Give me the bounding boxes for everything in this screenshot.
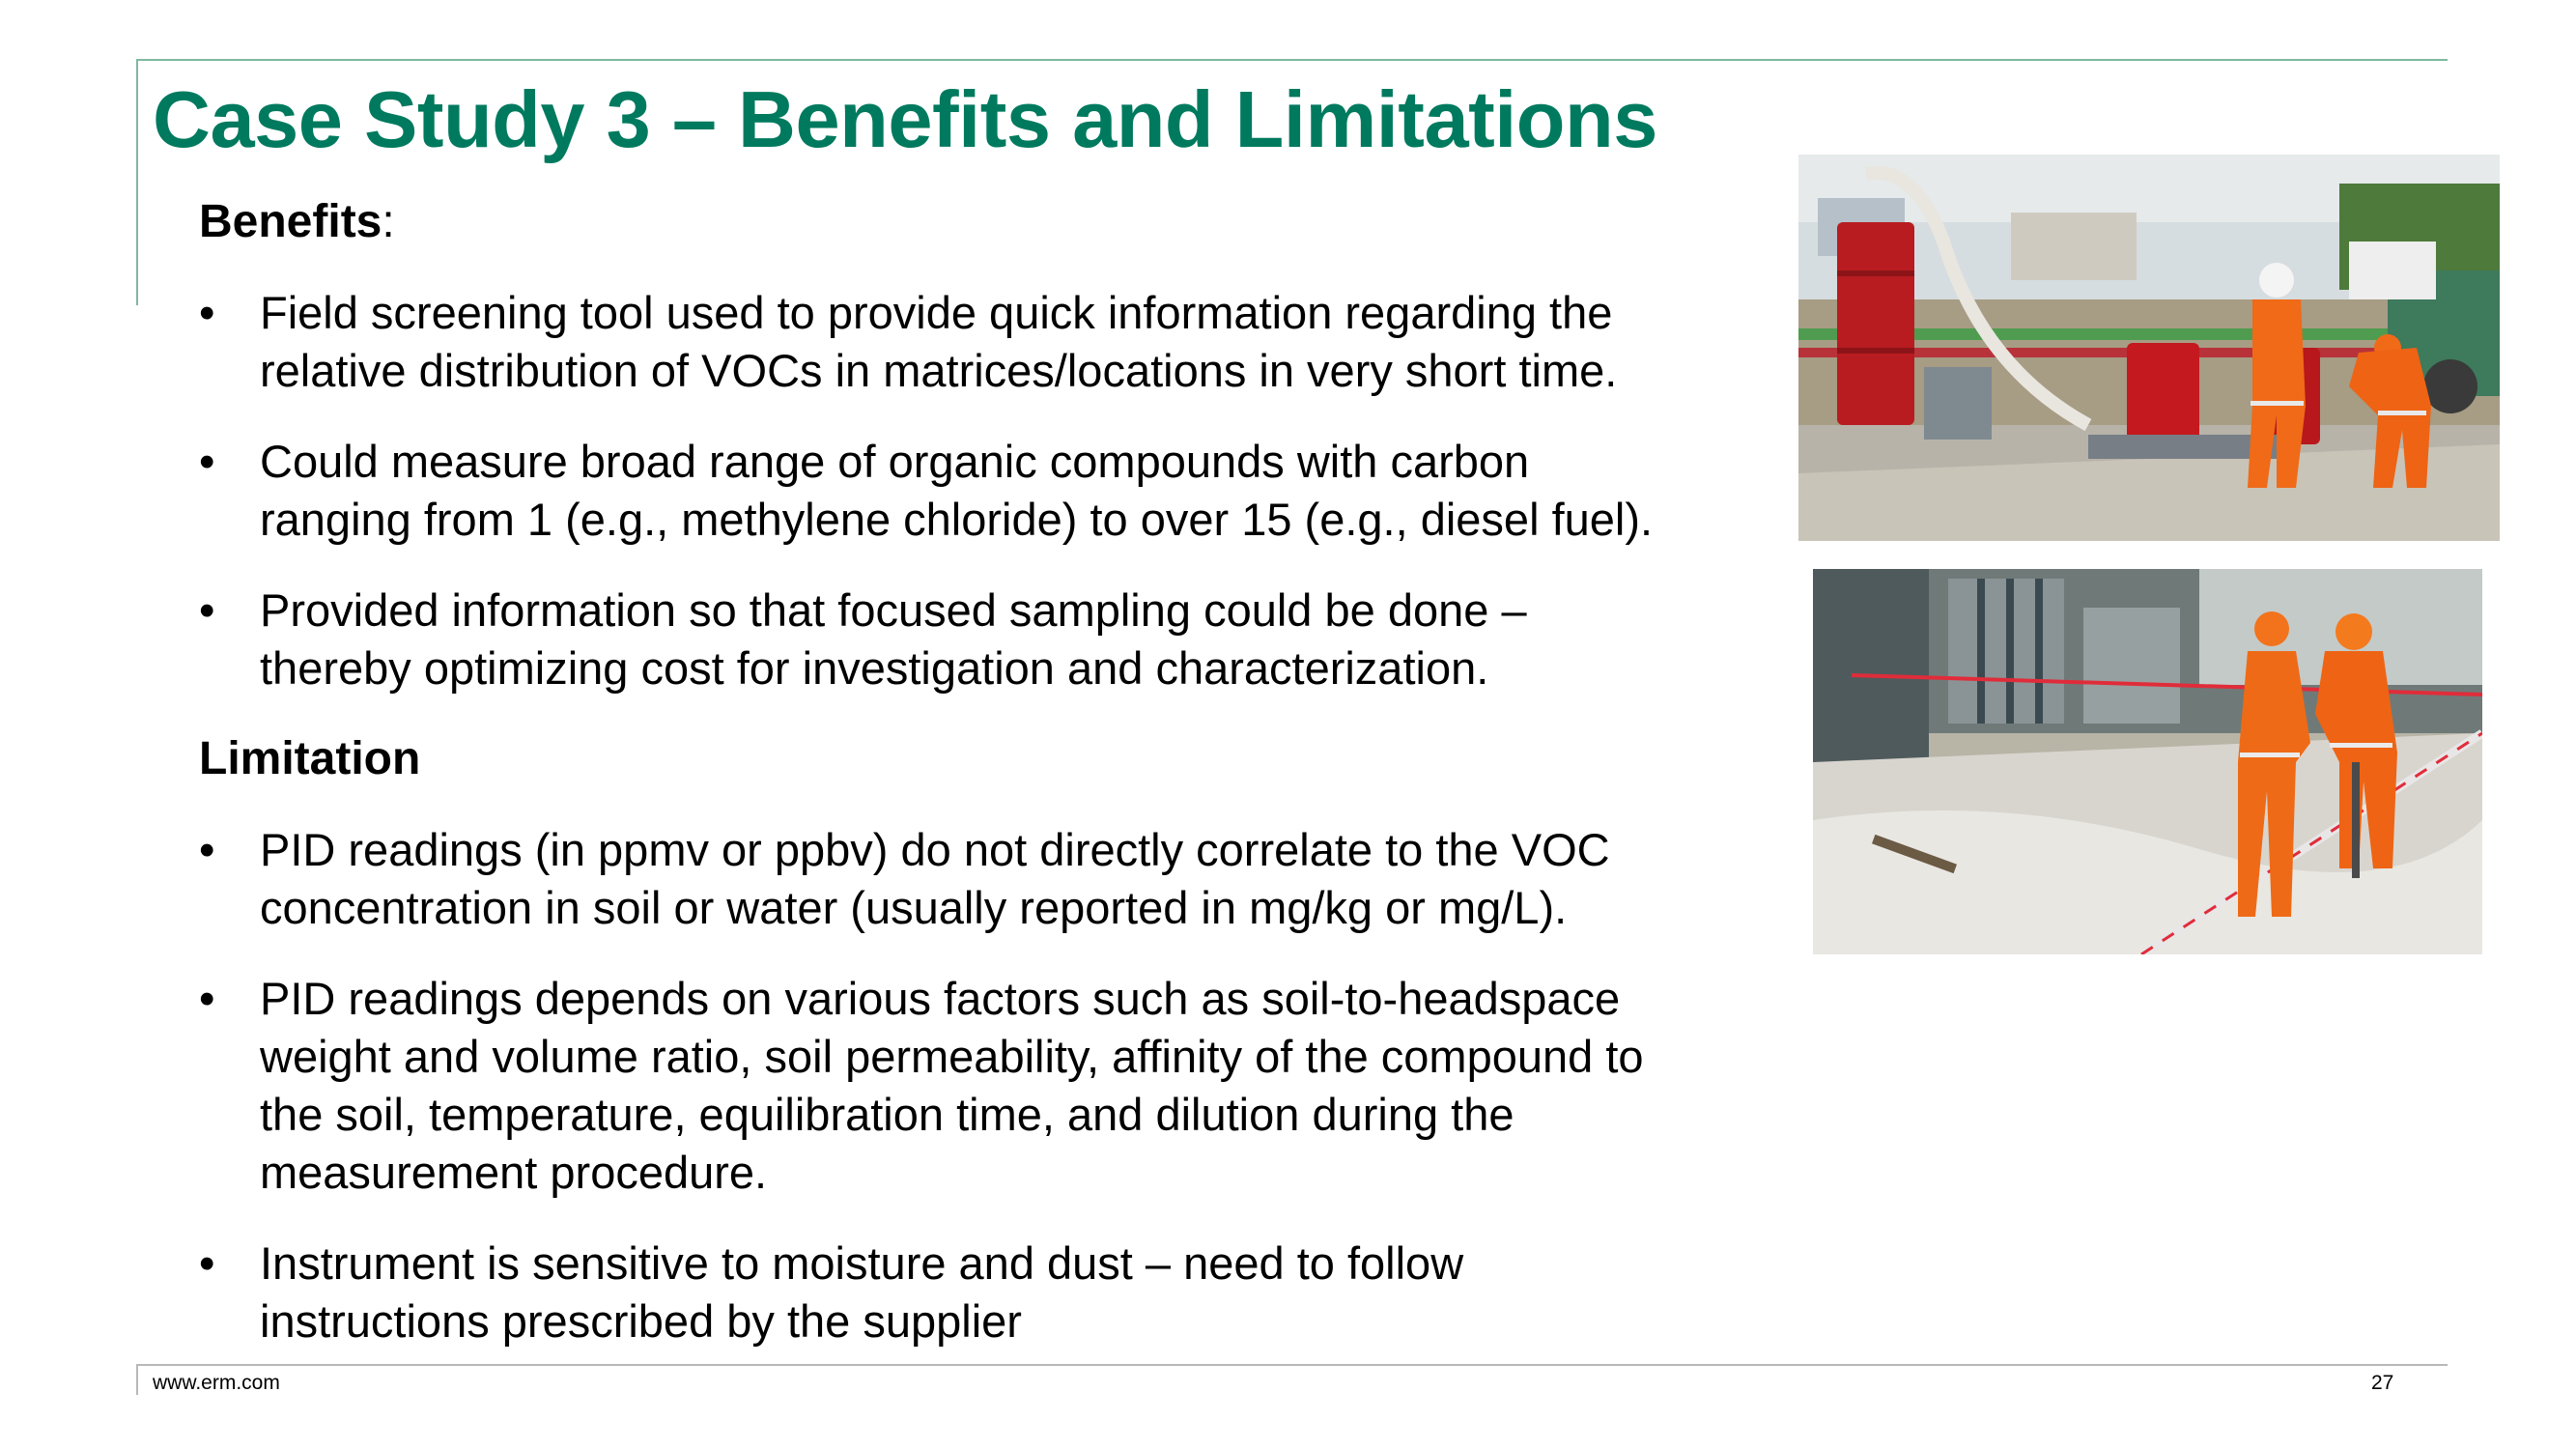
bullet-line: PID readings (in ppmv or ppbv) do not directly correlate to the VOC bbox=[260, 824, 1610, 875]
benefits-heading-text: Benefits bbox=[199, 196, 382, 247]
page-number: 27 bbox=[2371, 1372, 2394, 1394]
benefits-heading bbox=[199, 193, 1773, 251]
field-site-illustration bbox=[1798, 155, 2500, 541]
footer-side-rule bbox=[136, 1364, 138, 1395]
bullet-line: PID readings depends on various factors such as soil-to-headspace bbox=[260, 973, 1621, 1024]
bullet-line: the soil, temperature, equilibration time, and dilution during the bbox=[260, 1089, 1514, 1140]
plant-site-photo bbox=[1813, 569, 2482, 954]
field-site-photo bbox=[1798, 155, 2500, 541]
bullet-line: Field screening tool used to provide quick information regarding the bbox=[260, 287, 1613, 338]
list-item bbox=[199, 284, 1773, 400]
footer-rule bbox=[136, 1364, 2448, 1366]
list-item bbox=[199, 1235, 1773, 1350]
plant-site-illustration bbox=[1813, 569, 2482, 954]
bullet-glyph: • bbox=[199, 287, 215, 338]
bullet-line: concentration in soil or water (usually reported in mg/kg or mg/L). bbox=[260, 882, 1568, 933]
slide-title: Case Study 3 – Benefits and Limitations bbox=[153, 74, 1657, 164]
benefits-heading-colon: : bbox=[382, 196, 395, 247]
bullet-line: instructions prescribed by the supplier bbox=[260, 1295, 1022, 1347]
list-item bbox=[199, 821, 1773, 937]
limitation-list bbox=[199, 821, 1773, 1350]
bullet-glyph: • bbox=[199, 973, 215, 1024]
bullet-line: ranging from 1 (e.g., methylene chloride) to over 15 (e.g., diesel fuel). bbox=[260, 494, 1654, 545]
bullet-line: relative distribution of VOCs in matrices/locations in very short time. bbox=[260, 345, 1618, 396]
bullet-glyph: • bbox=[199, 584, 215, 636]
bullet-line: Instrument is sensitive to moisture and dust – need to follow bbox=[260, 1237, 1464, 1289]
limitation-heading: Limitation bbox=[199, 733, 421, 784]
header-side-rule bbox=[136, 59, 138, 305]
list-item bbox=[199, 970, 1773, 1202]
list-item bbox=[199, 433, 1773, 549]
benefits-list bbox=[199, 284, 1773, 697]
bullet-line: measurement procedure. bbox=[260, 1147, 768, 1198]
footer-website: www.erm.com bbox=[153, 1372, 280, 1394]
header-rule bbox=[136, 59, 2448, 61]
bullet-glyph: • bbox=[199, 824, 215, 875]
bullet-line: weight and volume ratio, soil permeability, affinity of the compound to bbox=[260, 1031, 1644, 1082]
bullet-glyph: • bbox=[199, 1237, 215, 1289]
bullet-line: thereby optimizing cost for investigation and characterization. bbox=[260, 642, 1489, 694]
bullet-line: Provided information so that focused sampling could be done – bbox=[260, 584, 1527, 636]
list-item bbox=[199, 582, 1773, 697]
slide-content bbox=[199, 193, 1773, 1350]
bullet-line: Could measure broad range of organic compounds with carbon bbox=[260, 436, 1530, 487]
bullet-glyph: • bbox=[199, 436, 215, 487]
